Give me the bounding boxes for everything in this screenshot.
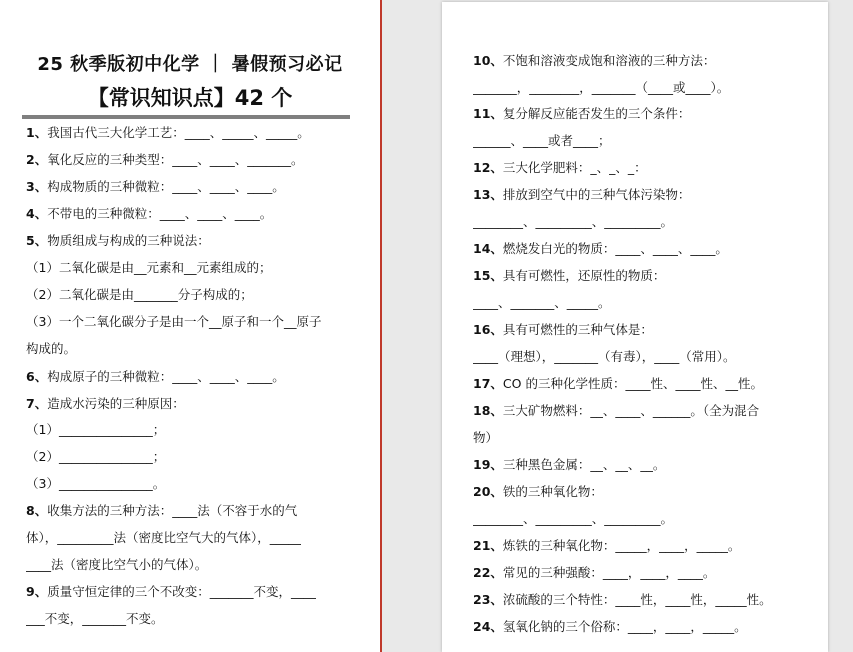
- question-line: [26, 340, 76, 358]
- question-line: [26, 124, 310, 142]
- question-line: [473, 213, 673, 231]
- question-line: [473, 294, 611, 312]
- question-text: ____、_______、_____。: [473, 295, 611, 310]
- question-line: [26, 232, 210, 250]
- question-number: 17、: [473, 376, 503, 391]
- question-line: [26, 395, 185, 413]
- question-line: [26, 583, 316, 601]
- question-text: （2）_______________；: [26, 449, 166, 464]
- question-number: 7、: [26, 396, 48, 411]
- question-text: 物质组成与构成的三种说法：: [47, 233, 210, 248]
- question-number: 4、: [26, 206, 48, 221]
- right-page: [442, 2, 828, 652]
- question-number: 5、: [26, 233, 48, 248]
- question-line: [473, 132, 611, 150]
- question-line: [26, 502, 297, 520]
- question-line: [473, 564, 715, 582]
- question-line: [473, 52, 715, 70]
- question-line: [473, 456, 665, 474]
- question-text: 常见的三种强酸：____，____，____。: [502, 565, 716, 580]
- question-number: 19、: [473, 457, 503, 472]
- question-text: 氧化反应的三种类型：____、____、_______。: [47, 152, 304, 167]
- question-number: 11、: [473, 106, 503, 121]
- question-line: [473, 375, 763, 393]
- question-number: 24、: [473, 619, 503, 634]
- question-text: _______，________，_______（____或____）。: [473, 80, 730, 95]
- question-text: 构成原子的三种微粒：____、____、____。: [47, 369, 285, 384]
- question-text: （1）二氧化碳是由__元素和__元素组成的；: [26, 260, 272, 275]
- question-text: 体），_________法（密度比空气大的气体），_____: [26, 530, 302, 545]
- question-text: 不饱和溶液变成饱和溶液的三种方法：: [502, 53, 716, 68]
- question-text: 造成水污染的三种原因：: [47, 396, 185, 411]
- question-text: 具有可燃性，还原性的物质：: [502, 268, 666, 283]
- question-text: （2）二氧化碳是由_______分子构成的；: [26, 287, 253, 302]
- question-line: [473, 186, 690, 204]
- question-line: [26, 610, 164, 628]
- question-text: 收集方法的三种方法：____法（不容于水的气: [47, 503, 298, 518]
- question-line: [473, 483, 603, 501]
- question-number: 18、: [473, 403, 503, 418]
- question-text: ____法（密度比空气小的气体）。: [26, 557, 208, 572]
- question-text: 排放到空气中的三种气体污染物：: [502, 187, 691, 202]
- question-line: [26, 475, 165, 493]
- question-number: 8、: [26, 503, 48, 518]
- question-text: ______、____或者____；: [473, 133, 611, 148]
- question-text: 燃烧发白光的物质：____、____、____。: [502, 241, 728, 256]
- question-line: [26, 151, 303, 169]
- question-number: 10、: [473, 53, 503, 68]
- question-line: [26, 178, 285, 196]
- question-number: 22、: [473, 565, 503, 580]
- title-underline: [22, 115, 350, 119]
- question-line: [473, 105, 690, 123]
- question-line: [473, 159, 647, 177]
- question-line: [473, 510, 673, 528]
- question-text: 氢氧化钠的三个俗称：____，____，_____。: [502, 619, 747, 634]
- question-line: [473, 618, 747, 636]
- page-subtitle: 【常识知识点】42 个: [87, 86, 293, 110]
- question-number: 21、: [473, 538, 503, 553]
- question-text: ___不变，_______不变。: [26, 611, 164, 626]
- question-number: 6、: [26, 369, 48, 384]
- question-line: [473, 321, 653, 339]
- question-text: 质量守恒定律的三个不改变：_______不变，____: [47, 584, 316, 599]
- question-number: 13、: [473, 187, 503, 202]
- question-line: [473, 402, 759, 420]
- page-divider: [380, 0, 382, 652]
- question-line: [26, 448, 165, 466]
- question-number: 2、: [26, 152, 48, 167]
- question-number: 23、: [473, 592, 503, 607]
- question-line: [473, 348, 736, 366]
- question-text: ________、_________、_________。: [473, 511, 674, 526]
- question-text: 具有可燃性的三种气体是：: [502, 322, 653, 337]
- question-line: [26, 313, 321, 331]
- question-text: ____（理想），_______（有毒），____（常用）。: [473, 349, 736, 364]
- question-number: 3、: [26, 179, 48, 194]
- question-number: 15、: [473, 268, 503, 283]
- question-text: 三大化学肥料：_、_、_：: [502, 160, 647, 175]
- question-line: [26, 205, 272, 223]
- question-line: [473, 267, 665, 285]
- question-line: [473, 537, 740, 555]
- question-text: （3）一个二氧化碳分子是由一个__原子和一个__原子: [26, 314, 322, 329]
- question-text: 构成的。: [26, 341, 77, 356]
- question-text: 不带电的三种微粒：____、____、____。: [47, 206, 273, 221]
- question-text: 我国古代三大化学工艺：____、_____、_____。: [47, 125, 310, 140]
- question-number: 20、: [473, 484, 503, 499]
- question-text: 炼铁的三种氧化物：_____，____，_____。: [502, 538, 741, 553]
- question-line: [26, 259, 271, 277]
- question-text: （1）_______________；: [26, 422, 166, 437]
- question-text: 物）: [473, 430, 499, 445]
- question-text: 构成物质的三种微粒：____、____、____。: [47, 179, 285, 194]
- page-title: 25 秋季版初中化学 ｜ 暑假预习必记: [37, 54, 343, 75]
- question-line: [473, 429, 498, 447]
- question-line: [473, 240, 728, 258]
- question-text: （3）_______________。: [26, 476, 166, 491]
- question-line: [26, 421, 165, 439]
- question-line: [26, 529, 301, 547]
- question-number: 9、: [26, 584, 48, 599]
- question-number: 1、: [26, 125, 48, 140]
- question-line: [473, 591, 772, 609]
- question-number: 12、: [473, 160, 503, 175]
- question-text: CO 的三种化学性质：____性、____性、__性。: [502, 376, 763, 391]
- question-text: 三大矿物燃料：__、____、______。（全为混合: [502, 403, 760, 418]
- question-text: ________、_________、_________。: [473, 214, 674, 229]
- question-line: [26, 556, 207, 574]
- question-text: 复分解反应能否发生的三个条件：: [502, 106, 691, 121]
- question-number: 14、: [473, 241, 503, 256]
- question-text: 三种黑色金属：__、__、__。: [502, 457, 666, 472]
- question-line: [26, 368, 285, 386]
- left-page: [0, 0, 380, 652]
- question-line: [473, 79, 729, 97]
- question-text: 浓硫酸的三个特性：____性，____性，_____性。: [502, 592, 772, 607]
- question-number: 16、: [473, 322, 503, 337]
- question-text: 铁的三种氧化物：: [502, 484, 603, 499]
- question-line: [26, 286, 253, 304]
